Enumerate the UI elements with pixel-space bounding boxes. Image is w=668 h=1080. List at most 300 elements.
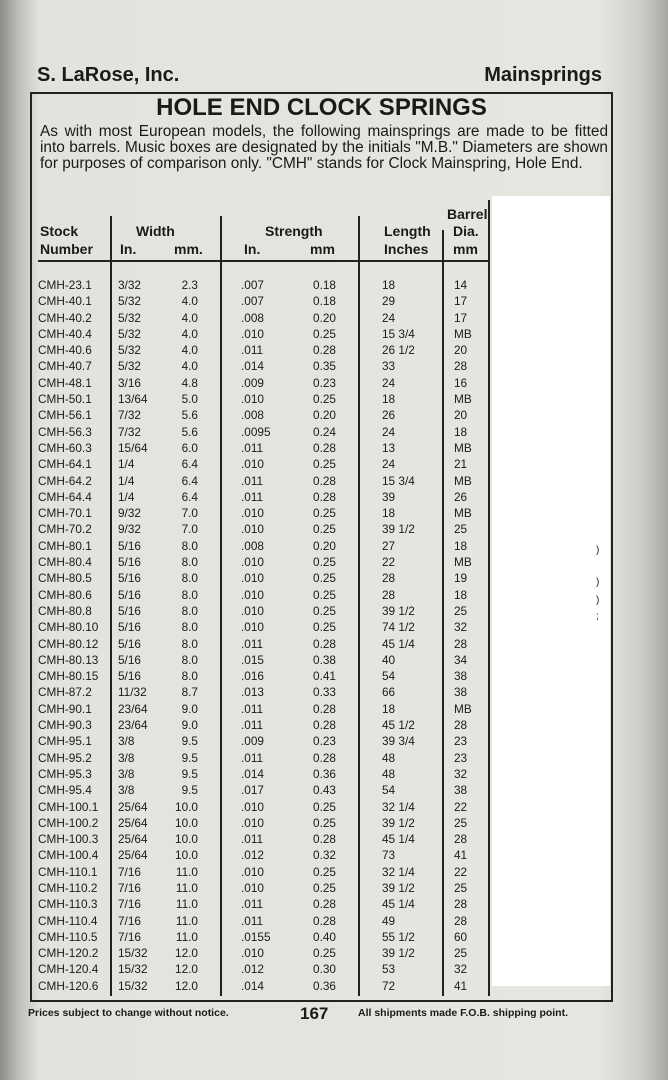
length-inches: 28 <box>382 587 396 602</box>
width-mm: 8.0 <box>181 571 198 586</box>
stock-number: CMH-80.15 <box>38 669 99 684</box>
strength-mm: 0.20 <box>313 310 336 325</box>
width-in: 11/32 <box>118 685 147 700</box>
strength-mm: 0.25 <box>313 457 336 472</box>
stock-number: CMH-90.3 <box>38 718 92 733</box>
width-mm: 12.0 <box>175 946 198 961</box>
strength-mm: 0.28 <box>313 832 336 847</box>
width-in: 3/32 <box>118 278 141 292</box>
strength-mm: 0.25 <box>313 603 336 618</box>
stock-number: CMH-60.3 <box>38 440 92 455</box>
strength-in: .010 <box>241 880 264 895</box>
strength-mm: 0.30 <box>313 962 336 977</box>
stock-number: CMH-100.3 <box>38 832 99 847</box>
stock-number: CMH-80.6 <box>38 587 92 602</box>
width-in: 7/32 <box>118 424 141 439</box>
table-row <box>38 538 498 554</box>
stock-number: CMH-56.3 <box>38 424 92 439</box>
strength-in: .009 <box>241 734 264 749</box>
stock-number: CMH-64.4 <box>38 489 92 504</box>
barrel-dia-mm: 32 <box>454 766 468 781</box>
barrel-dia-mm: MB <box>454 440 472 455</box>
width-in: 5/16 <box>118 538 141 553</box>
strength-mm: 0.18 <box>313 278 336 292</box>
length-inches: 33 <box>382 359 396 374</box>
stock-number: CMH-70.2 <box>38 522 92 537</box>
length-inches: 49 <box>382 913 396 928</box>
barrel-dia-mm: MB <box>454 701 472 716</box>
width-mm: 8.0 <box>181 636 198 651</box>
table-row <box>38 424 498 440</box>
stock-number: CMH-110.5 <box>38 929 98 944</box>
barrel-dia-mm: 25 <box>454 603 468 618</box>
width-mm: 11.0 <box>175 897 198 912</box>
blank-area <box>492 196 610 986</box>
barrel-dia-mm: 18 <box>454 587 468 602</box>
stock-number: CMH-80.5 <box>38 571 92 586</box>
length-inches: 18 <box>382 506 396 521</box>
width-mm: 4.8 <box>181 375 198 390</box>
intro-paragraph: As with most European models, the following mainsprings are made to be fitted into barrels. Music boxes are designated by the initials "M.B." Diameters are shown for purposes of comparison only. "CMH" stands for Clock Mainspring, Hole End. <box>40 123 608 172</box>
strength-mm: 0.36 <box>313 978 336 993</box>
width-mm: 7.0 <box>181 506 198 521</box>
strength-in: .011 <box>241 897 264 912</box>
strength-in: .010 <box>241 799 264 814</box>
barrel-dia-mm: 28 <box>454 359 468 374</box>
table-row <box>38 293 498 309</box>
barrel-dia-mm: 20 <box>454 408 468 423</box>
length-inches: 39 1/2 <box>382 815 415 830</box>
length-inches: 45 1/2 <box>382 718 415 733</box>
length-inches: 39 <box>382 489 396 504</box>
stock-number: CMH-80.12 <box>38 636 99 651</box>
stock-number: CMH-56.1 <box>38 408 92 423</box>
col-width: Width <box>136 223 175 239</box>
width-mm: 8.0 <box>181 603 198 618</box>
length-inches: 45 1/4 <box>382 897 415 912</box>
width-in: 1/4 <box>118 457 135 472</box>
strength-in: .010 <box>241 506 264 521</box>
stock-number: CMH-40.1 <box>38 294 92 309</box>
col-barrel-mm: mm <box>453 241 478 257</box>
stock-number: CMH-40.7 <box>38 359 92 374</box>
strength-mm: 0.20 <box>313 408 336 423</box>
table-row <box>38 750 498 766</box>
strength-in: .011 <box>241 636 264 651</box>
width-in: 7/16 <box>118 913 141 928</box>
table-row <box>38 701 498 717</box>
stock-number: CMH-110.3 <box>38 897 98 912</box>
stock-number: CMH-100.1 <box>38 799 99 814</box>
barrel-dia-mm: 41 <box>454 978 468 993</box>
length-inches: 66 <box>382 685 396 700</box>
table-title: HOLE END CLOCK SPRINGS <box>156 94 487 121</box>
strength-in: .011 <box>241 343 264 358</box>
width-mm: 2.3 <box>181 278 198 292</box>
width-in: 5/16 <box>118 669 141 684</box>
width-mm: 10.0 <box>175 799 198 814</box>
table-row <box>38 782 498 798</box>
table-row <box>38 831 498 847</box>
length-inches: 22 <box>382 555 396 570</box>
width-mm: 9.0 <box>181 701 198 716</box>
width-in: 25/64 <box>118 848 148 863</box>
width-mm: 8.0 <box>181 669 198 684</box>
stock-number: CMH-80.8 <box>38 603 92 618</box>
barrel-dia-mm: 28 <box>454 636 468 651</box>
width-mm: 5.6 <box>181 408 198 423</box>
length-inches: 39 1/2 <box>382 880 415 895</box>
length-inches: 73 <box>382 848 396 863</box>
barrel-dia-mm: MB <box>454 473 472 488</box>
width-mm: 9.5 <box>181 783 198 798</box>
width-mm: 8.0 <box>181 555 198 570</box>
strength-in: .015 <box>241 652 264 667</box>
strength-mm: 0.28 <box>313 636 336 651</box>
stock-number: CMH-40.2 <box>38 310 92 325</box>
barrel-dia-mm: 26 <box>454 489 468 504</box>
width-mm: 6.4 <box>181 489 198 504</box>
length-inches: 28 <box>382 571 396 586</box>
table-row <box>38 913 498 929</box>
table-row <box>38 277 498 293</box>
length-inches: 40 <box>382 652 396 667</box>
width-mm: 11.0 <box>175 864 198 879</box>
strength-mm: 0.28 <box>313 913 336 928</box>
width-mm: 8.0 <box>181 620 198 635</box>
length-inches: 53 <box>382 962 396 977</box>
barrel-dia-mm: 18 <box>454 538 468 553</box>
table-row <box>38 815 498 831</box>
strength-mm: 0.23 <box>313 734 336 749</box>
width-mm: 8.0 <box>181 652 198 667</box>
strength-mm: 0.28 <box>313 718 336 733</box>
width-mm: 8.0 <box>181 538 198 553</box>
width-mm: 5.0 <box>181 392 198 407</box>
length-inches: 18 <box>382 278 396 292</box>
width-in: 15/64 <box>118 440 148 455</box>
col-stock: Stock <box>40 223 79 239</box>
width-mm: 11.0 <box>175 929 198 944</box>
length-inches: 39 1/2 <box>382 522 415 537</box>
table-row <box>38 358 498 374</box>
strength-in: .0155 <box>241 929 271 944</box>
stock-number: CMH-80.4 <box>38 555 92 570</box>
barrel-dia-mm: 19 <box>454 571 468 586</box>
width-in: 25/64 <box>118 799 148 814</box>
barrel-dia-mm: MB <box>454 392 472 407</box>
col-width-mm: mm. <box>174 241 203 257</box>
company-name: S. LaRose, Inc. <box>37 64 180 86</box>
width-mm: 5.6 <box>181 424 198 439</box>
barrel-dia-mm: 25 <box>454 946 468 961</box>
page-number: 167 <box>300 1004 329 1023</box>
table-row <box>38 473 498 489</box>
strength-mm: 0.25 <box>313 555 336 570</box>
strength-in: .010 <box>241 457 264 472</box>
stock-number: CMH-100.4 <box>38 848 99 863</box>
barrel-dia-mm: 28 <box>454 897 468 912</box>
table-row <box>38 799 498 815</box>
stock-number: CMH-70.1 <box>38 506 92 521</box>
length-inches: 72 <box>382 978 396 993</box>
width-in: 3/8 <box>118 783 135 798</box>
width-mm: 9.5 <box>181 734 198 749</box>
barrel-dia-mm: MB <box>454 506 472 521</box>
table-row <box>38 342 498 358</box>
table-row <box>38 391 498 407</box>
length-inches: 26 <box>382 408 396 423</box>
strength-mm: 0.25 <box>313 522 336 537</box>
strength-in: .014 <box>241 766 264 781</box>
strength-in: .010 <box>241 946 264 961</box>
table-row <box>38 587 498 603</box>
strength-in: .007 <box>241 278 264 292</box>
stock-number: CMH-40.4 <box>38 326 92 341</box>
stock-number: CMH-64.1 <box>38 457 92 472</box>
width-in: 7/16 <box>118 929 141 944</box>
barrel-dia-mm: 25 <box>454 815 468 830</box>
barrel-dia-mm: 38 <box>454 685 468 700</box>
strength-mm: 0.18 <box>313 294 336 309</box>
col-length-unit: Inches <box>384 241 429 257</box>
strength-mm: 0.25 <box>313 326 336 341</box>
barrel-dia-mm: 28 <box>454 832 468 847</box>
strength-in: .0095 <box>241 424 271 439</box>
col-barrel-dia: Dia. <box>453 223 479 239</box>
table-row <box>38 864 498 880</box>
table-row <box>38 456 498 472</box>
width-mm: 12.0 <box>175 962 198 977</box>
width-in: 5/32 <box>118 310 141 325</box>
width-in: 15/32 <box>118 978 148 993</box>
stock-number: CMH-95.2 <box>38 750 92 765</box>
barrel-dia-mm: 21 <box>454 457 468 472</box>
barrel-dia-mm: 23 <box>454 734 468 749</box>
width-in: 7/32 <box>118 408 141 423</box>
barrel-dia-mm: 32 <box>454 620 468 635</box>
strength-in: .010 <box>241 555 264 570</box>
strength-mm: 0.25 <box>313 587 336 602</box>
strength-in: .017 <box>241 783 264 798</box>
strength-in: .012 <box>241 962 264 977</box>
strength-mm: 0.28 <box>313 750 336 765</box>
length-inches: 24 <box>382 310 396 325</box>
strength-in: .010 <box>241 392 264 407</box>
width-in: 1/4 <box>118 473 135 488</box>
table-row <box>38 603 498 619</box>
strength-mm: 0.35 <box>313 359 336 374</box>
strength-mm: 0.28 <box>313 473 336 488</box>
strength-mm: 0.25 <box>313 392 336 407</box>
table-row <box>38 619 498 635</box>
width-in: 5/16 <box>118 603 141 618</box>
length-inches: 15 3/4 <box>382 473 415 488</box>
strength-in: .016 <box>241 669 264 684</box>
barrel-dia-mm: 25 <box>454 522 468 537</box>
stock-number: CMH-120.6 <box>38 978 99 993</box>
barrel-dia-mm: 22 <box>454 864 468 879</box>
strength-in: .011 <box>241 489 264 504</box>
strength-in: .011 <box>241 473 264 488</box>
barrel-dia-mm: 28 <box>454 913 468 928</box>
strength-in: .011 <box>241 750 264 765</box>
barrel-dia-mm: 32 <box>454 962 468 977</box>
strength-in: .012 <box>241 848 264 863</box>
strength-in: .010 <box>241 571 264 586</box>
table-row <box>38 766 498 782</box>
width-mm: 7.0 <box>181 522 198 537</box>
table-row <box>38 326 498 342</box>
strength-in: .010 <box>241 326 264 341</box>
table-row <box>38 505 498 521</box>
stock-number: CMH-50.1 <box>38 392 92 407</box>
strength-in: .008 <box>241 310 264 325</box>
length-inches: 24 <box>382 375 396 390</box>
barrel-dia-mm: 20 <box>454 343 468 358</box>
length-inches: 13 <box>382 440 396 455</box>
width-in: 5/16 <box>118 620 141 635</box>
length-inches: 27 <box>382 538 396 553</box>
barrel-dia-mm: 16 <box>454 375 468 390</box>
stock-number: CMH-100.2 <box>38 815 99 830</box>
strength-mm: 0.40 <box>313 929 336 944</box>
length-inches: 32 1/4 <box>382 864 415 879</box>
width-mm: 4.0 <box>181 359 198 374</box>
strength-in: .010 <box>241 587 264 602</box>
strength-mm: 0.33 <box>313 685 336 700</box>
strength-mm: 0.25 <box>313 506 336 521</box>
width-mm: 12.0 <box>175 978 198 993</box>
length-inches: 26 1/2 <box>382 343 415 358</box>
section-title: Mainsprings <box>484 64 602 86</box>
strength-in: .014 <box>241 359 264 374</box>
strength-in: .007 <box>241 294 264 309</box>
strength-in: .011 <box>241 718 264 733</box>
width-in: 5/32 <box>118 359 141 374</box>
table-row <box>38 945 498 961</box>
stock-number: CMH-95.3 <box>38 766 92 781</box>
stock-number: CMH-110.2 <box>38 880 98 895</box>
strength-mm: 0.28 <box>313 897 336 912</box>
width-in: 23/64 <box>118 718 148 733</box>
width-mm: 9.5 <box>181 750 198 765</box>
strength-in: .013 <box>241 685 264 700</box>
table-row <box>38 668 498 684</box>
table-row <box>38 570 498 586</box>
strength-in: .008 <box>241 538 264 553</box>
strength-mm: 0.28 <box>313 440 336 455</box>
strength-mm: 0.38 <box>313 652 336 667</box>
strength-mm: 0.25 <box>313 799 336 814</box>
width-in: 5/16 <box>118 636 141 651</box>
col-strength-in: In. <box>244 241 261 257</box>
strength-mm: 0.41 <box>313 669 336 684</box>
length-inches: 18 <box>382 701 396 716</box>
width-in: 25/64 <box>118 815 148 830</box>
stock-number: CMH-95.1 <box>38 734 92 749</box>
length-inches: 45 1/4 <box>382 636 415 651</box>
strength-mm: 0.28 <box>313 489 336 504</box>
col-length: Length <box>384 223 431 239</box>
barrel-dia-mm: 60 <box>454 929 468 944</box>
strength-in: .011 <box>241 701 264 716</box>
width-in: 3/8 <box>118 734 135 749</box>
barrel-dia-mm: 38 <box>454 783 468 798</box>
table-row <box>38 636 498 652</box>
stock-number: CMH-90.1 <box>38 701 92 716</box>
width-in: 3/16 <box>118 375 141 390</box>
length-inches: 24 <box>382 457 396 472</box>
strength-mm: 0.43 <box>313 783 336 798</box>
stock-number: CMH-23.1 <box>38 278 92 292</box>
width-mm: 10.0 <box>175 815 198 830</box>
strength-in: .011 <box>241 440 264 455</box>
width-in: 7/16 <box>118 864 141 879</box>
table-row <box>38 978 498 994</box>
width-in: 13/64 <box>118 392 148 407</box>
col-strength: Strength <box>265 223 323 239</box>
length-inches: 32 1/4 <box>382 799 415 814</box>
barrel-dia-mm: 18 <box>454 424 468 439</box>
length-inches: 48 <box>382 766 396 781</box>
length-inches: 39 1/2 <box>382 946 415 961</box>
length-inches: 15 3/4 <box>382 326 415 341</box>
barrel-dia-mm: 23 <box>454 750 468 765</box>
stock-number: CMH-80.10 <box>38 620 99 635</box>
stock-number: CMH-120.4 <box>38 962 99 977</box>
length-inches: 74 1/2 <box>382 620 415 635</box>
col-width-in: In. <box>120 241 137 257</box>
footer-notice: Prices subject to change without notice. <box>28 1007 229 1019</box>
barrel-dia-mm: 17 <box>454 294 468 309</box>
stock-number: CMH-48.1 <box>38 375 92 390</box>
strength-in: .010 <box>241 815 264 830</box>
width-in: 7/16 <box>118 897 141 912</box>
table-row <box>38 521 498 537</box>
stock-number: CMH-95.4 <box>38 783 92 798</box>
barrel-dia-mm: 38 <box>454 669 468 684</box>
strength-in: .010 <box>241 603 264 618</box>
length-inches: 54 <box>382 669 396 684</box>
stock-number: CMH-87.2 <box>38 685 92 700</box>
stock-number: CMH-80.13 <box>38 652 99 667</box>
width-mm: 9.0 <box>181 718 198 733</box>
width-in: 9/32 <box>118 506 141 521</box>
width-in: 1/4 <box>118 489 135 504</box>
width-mm: 6.0 <box>181 440 198 455</box>
spring-rows <box>38 277 498 994</box>
strength-mm: 0.25 <box>313 815 336 830</box>
length-inches: 45 1/4 <box>382 832 415 847</box>
barrel-dia-mm: 22 <box>454 799 468 814</box>
stock-number: CMH-40.6 <box>38 343 92 358</box>
width-mm: 8.7 <box>181 685 198 700</box>
table-row <box>38 929 498 945</box>
strength-mm: 0.25 <box>313 571 336 586</box>
width-mm: 4.0 <box>181 343 198 358</box>
width-mm: 4.0 <box>181 310 198 325</box>
width-mm: 8.0 <box>181 587 198 602</box>
strength-in: .010 <box>241 522 264 537</box>
length-inches: 54 <box>382 783 396 798</box>
width-mm: 10.0 <box>175 848 198 863</box>
width-mm: 9.5 <box>181 766 198 781</box>
strength-mm: 0.23 <box>313 375 336 390</box>
length-inches: 29 <box>382 294 396 309</box>
table-row <box>38 896 498 912</box>
stock-number: CMH-110.4 <box>38 913 98 928</box>
